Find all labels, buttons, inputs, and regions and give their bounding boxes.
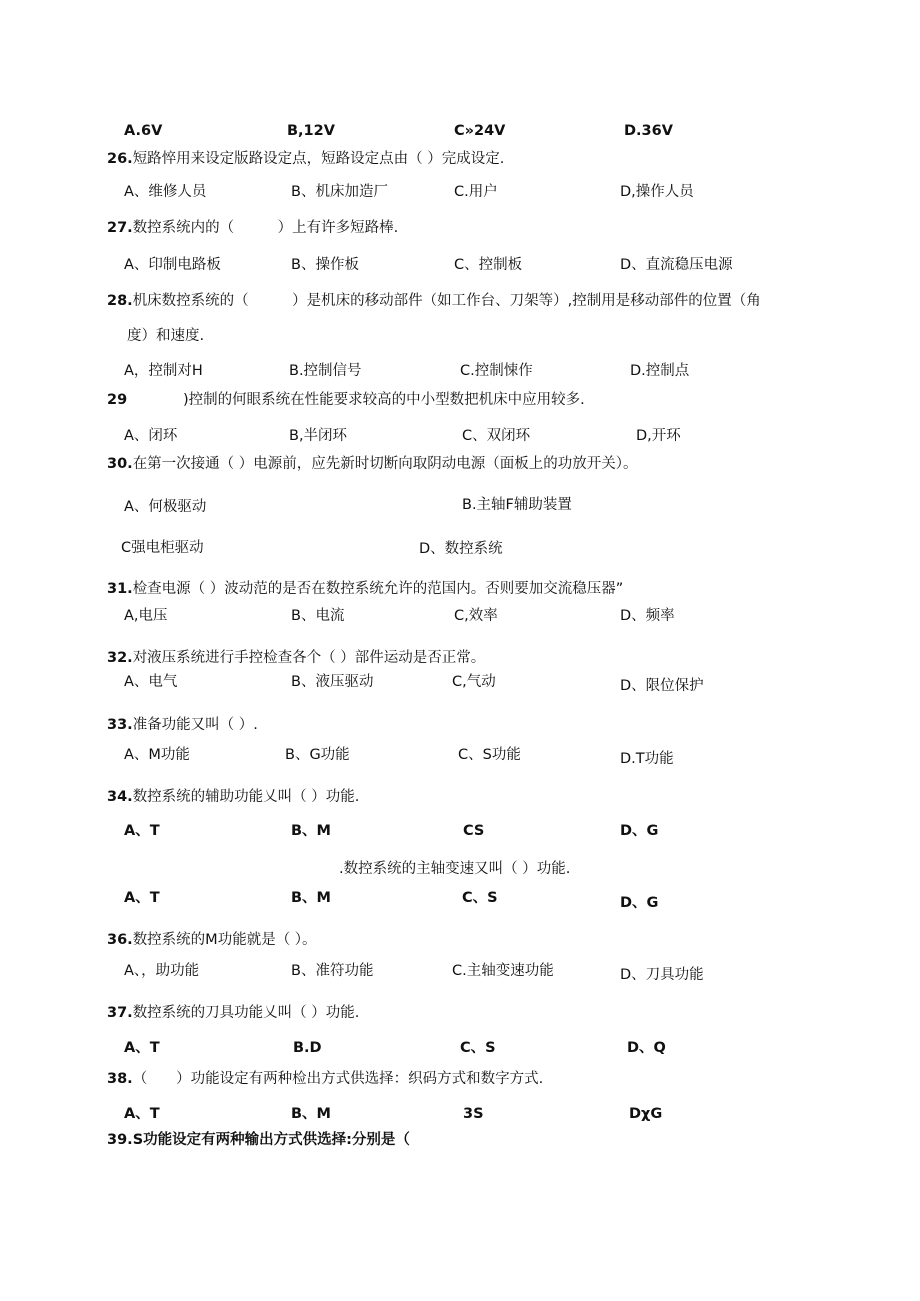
q27-option-c: C、控制板 [454, 257, 523, 273]
q25-option-b: B,12V [287, 123, 335, 139]
q35-option-d: D、G [620, 895, 659, 911]
q31-option-b: B、电流 [291, 608, 345, 624]
question-31 [107, 580, 623, 598]
q27-option-a: A、印制电路板 [124, 257, 221, 273]
question-29-number: 29 [107, 392, 128, 408]
question-34 [107, 788, 359, 806]
q32-option-a: A、电气 [124, 674, 178, 690]
q36-option-b: B、准符功能 [291, 963, 374, 979]
question-number: 27. [107, 220, 133, 236]
q31-option-c: C,效率 [454, 608, 498, 624]
q37-option-a: A、T [124, 1040, 160, 1056]
question-number: 30. [107, 456, 133, 472]
question-text: 在第一次接通（ ）电源前，应先新时切断向取阴动电源（面板上的功放开关）。 [132, 456, 638, 472]
q34-option-a: A、T [124, 823, 160, 839]
question-text: 数控系统的刀具功能乂叫（ ）功能. [132, 1005, 360, 1021]
question-number: 34. [107, 789, 133, 805]
q29-option-c: C、双闭环 [462, 428, 531, 444]
question-35: .数控系统的主轴变速又叫（ ）功能. [339, 861, 571, 877]
q38-option-d: DχG [629, 1106, 663, 1122]
question-text: 机床数控系统的（ ）是机床的移动部件（如工作台、刀架等）,控制用是移动部件的位置（角 [132, 293, 761, 309]
question-33 [107, 716, 258, 734]
q31-option-a: A,电压 [124, 608, 168, 624]
question-text: 准备功能又叫（ ）. [132, 717, 258, 733]
question-28 [107, 292, 761, 310]
q29-option-b: B,半闭环 [289, 428, 348, 444]
q25-option-a: A.6V [124, 123, 163, 139]
question-27 [107, 219, 398, 237]
question-number: 38. [107, 1071, 133, 1087]
question-text: 数控系统的M功能就是（ ）。 [132, 932, 317, 948]
q26-option-a: A、维修人员 [124, 184, 207, 200]
q30-option-d: D、数控系统 [419, 541, 503, 557]
q38-option-a: A、T [124, 1106, 160, 1122]
question-36 [107, 931, 317, 949]
q31-option-d: D、频率 [620, 608, 675, 624]
q26-option-d: D,操作人员 [620, 184, 694, 200]
question-text: 数控系统内的（ ）上有许多短路棒. [132, 220, 399, 236]
q38-option-c: 3S [463, 1106, 484, 1122]
question-number: 28. [107, 293, 133, 309]
q34-option-b: B、M [291, 823, 331, 839]
q36-option-c: C.主轴变速功能 [452, 963, 554, 979]
q26-option-c: C.用户 [454, 184, 498, 200]
q35-option-c: C、S [462, 890, 498, 906]
question-number: 36. [107, 932, 133, 948]
q35-option-a: A、T [124, 890, 160, 906]
q36-option-a: A、，助功能 [124, 963, 200, 979]
q37-option-b: B.D [293, 1040, 322, 1056]
q32-option-d: D、限位保护 [620, 678, 704, 694]
question-number: 33. [107, 717, 133, 733]
q33-option-c: C、S功能 [458, 747, 521, 763]
q28-option-d: D.控制点 [630, 363, 690, 379]
q29-option-a: A、闭环 [124, 428, 178, 444]
q33-option-b: B、G功能 [285, 747, 350, 763]
question-38 [107, 1070, 543, 1088]
question-number: 26. [107, 151, 133, 167]
q37-option-c: C、S [460, 1040, 496, 1056]
q30-option-b: B.主轴F辅助装置 [462, 497, 572, 513]
q28-option-a: A，控制对H [124, 363, 203, 379]
q29-option-d: D,开环 [636, 428, 681, 444]
question-text: （ ）功能设定有两种检出方式供选择：织码方式和数字方式. [132, 1071, 544, 1087]
question-text: 短路悴用来设定版路设定点，短路设定点由（ ）完成设定. [132, 151, 505, 167]
q36-option-d: D、刀具功能 [620, 967, 704, 983]
q32-option-b: B、液压驱动 [291, 674, 374, 690]
question-39 [107, 1131, 410, 1149]
q38-option-b: B、M [291, 1106, 331, 1122]
question-29-text: )控制的何眼系统在性能要求较高的中小型数把机床中应用较多. [183, 392, 585, 408]
q27-option-d: D、直流稳压电源 [620, 257, 733, 273]
q25-option-c: C»24V [454, 123, 506, 139]
question-26 [107, 150, 504, 168]
q33-option-a: A、M功能 [124, 747, 190, 763]
question-text: 检查电源（ ）波动范的是否在数控系统允许的范国内。否则要加交流稳压器” [132, 581, 624, 597]
q35-option-b: B、M [291, 890, 331, 906]
question-text: 对液压系统进行手控检查各个（ ）部件运动是否正常。 [132, 650, 486, 666]
q25-option-d: D.36V [624, 123, 673, 139]
question-37 [107, 1004, 359, 1022]
q26-option-b: B、机床加造厂 [291, 184, 388, 200]
question-number: 37. [107, 1005, 133, 1021]
q30-option-a: A、何极驱动 [124, 499, 207, 515]
q30-option-c: C强电柜驱动 [121, 540, 204, 556]
question-text: S功能设定有两种输出方式供选择:分别是（ [132, 1132, 410, 1148]
q34-option-d: D、G [620, 823, 659, 839]
q34-option-c: CS [463, 823, 485, 839]
question-number: 32. [107, 650, 133, 666]
q33-option-d: D.T功能 [620, 751, 674, 767]
question-number: 39. [107, 1132, 133, 1148]
question-32 [107, 649, 485, 667]
question-text: 数控系统的辅助功能乂叫（ ）功能. [132, 789, 360, 805]
q28-option-c: C.控制悚作 [460, 363, 533, 379]
q27-option-b: B、操作板 [291, 257, 359, 273]
question-number: 31. [107, 581, 133, 597]
question-30 [107, 455, 638, 473]
q28-option-b: B.控制信号 [289, 363, 362, 379]
question-28-continuation: 度）和速度. [127, 328, 205, 344]
q37-option-d: D、Q [627, 1040, 666, 1056]
q32-option-c: C,气动 [452, 674, 496, 690]
